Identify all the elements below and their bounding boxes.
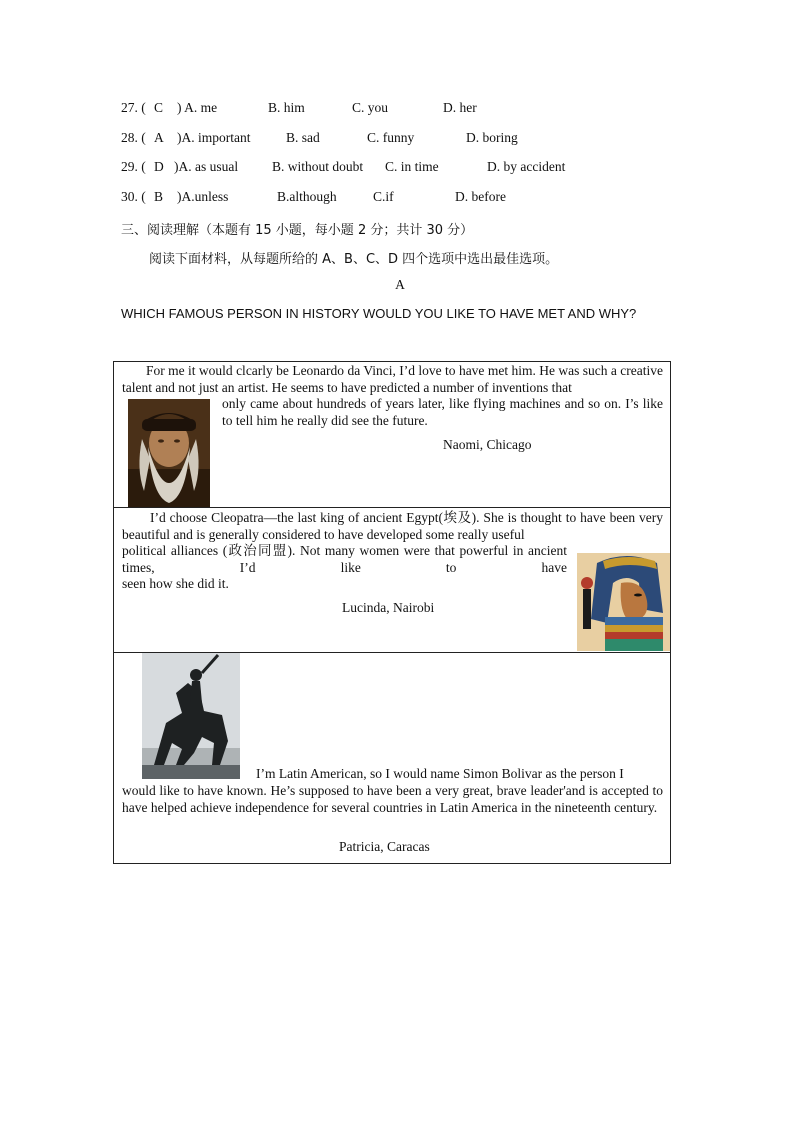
option-c: C. funny — [367, 130, 415, 145]
option-b: B. sad — [286, 130, 320, 145]
section-heading: 三、阅读理解（本题有 15 小题，每小题 2 分；共计 30 分） — [121, 223, 474, 238]
section-instruction: 阅读下面材料，从每题所给的 A、B、C、D 四个选项中选出最佳选项。 — [149, 252, 559, 267]
bolivar-statue-icon — [142, 653, 240, 779]
option-a: ) A. me — [177, 100, 218, 115]
part-label: A — [395, 277, 405, 292]
entry-text-first: I’m Latin American, so I would name Simon Bolivar as the person I — [256, 766, 624, 781]
option-d: D. before — [455, 189, 506, 204]
entry-leonardo — [114, 362, 670, 508]
entry-signature: Lucinda, Nairobi — [342, 600, 435, 615]
question-number: 27. ( — [121, 100, 146, 115]
option-c: C. in time — [385, 159, 439, 174]
option-b: B. without doubt — [272, 159, 364, 174]
entry-text-side: only came about hundreds of years later, like flying machines and so on. I’s like to tell him he really did see the future. — [222, 396, 663, 428]
question-number: 28. ( — [121, 130, 146, 145]
option-d: D. by accident — [487, 159, 566, 174]
option-c: C. you — [352, 100, 389, 115]
question-number: 30. ( — [121, 189, 146, 204]
entry-bolivar — [114, 652, 670, 863]
entry-text: would like to have known. He’s supposed to have been a very great, brave leader'and is accepted to have helped achieve independence for several countries in Latin America in the nineteenth century. — [122, 783, 663, 815]
entry-signature: Patricia, Caracas — [339, 839, 430, 854]
option-c: C.if — [373, 189, 394, 204]
option-d: D. boring — [466, 130, 518, 145]
question-answer: B — [154, 189, 164, 204]
entry-signature: Naomi, Chicago — [443, 437, 532, 452]
option-b: B.although — [277, 189, 337, 204]
passage-title: WHICH FAMOUS PERSON IN HISTORY WOULD YOU LIKE TO HAVE MET AND WHY? — [121, 306, 637, 321]
question-answer: D — [154, 159, 164, 174]
option-a: )A. as usual — [174, 159, 239, 174]
entry-text-side: political alliances (政治同盟). Not many women were that powerful in ancient times, I’d like to have — [122, 543, 567, 575]
entry-cleopatra — [114, 507, 670, 653]
entry-text: For me it would clcarly be Leonardo da Vinci, I’d love to have met him. He was such a creative talent and not just an artist. He seems to have predicted a number of inventions that — [122, 363, 663, 395]
entry-text: I’d choose Cleopatra—the last king of ancient Egypt(埃及). She is thought to have been very beautiful and is generally considered to have developed some really useful — [122, 510, 663, 542]
question-number: 29. ( — [121, 159, 146, 174]
option-a: )A. important — [177, 130, 251, 145]
leonardo-portrait-icon — [128, 399, 210, 507]
option-d: D. her — [443, 100, 477, 115]
option-b: B. him — [268, 100, 305, 115]
passage-table — [113, 361, 671, 864]
option-a: )A.unless — [177, 189, 229, 204]
question-answer: C — [154, 100, 164, 115]
cleopatra-portrait-icon — [577, 553, 670, 651]
question-answer: A — [154, 130, 164, 145]
entry-text-bottom: seen how she did it. — [122, 576, 229, 591]
